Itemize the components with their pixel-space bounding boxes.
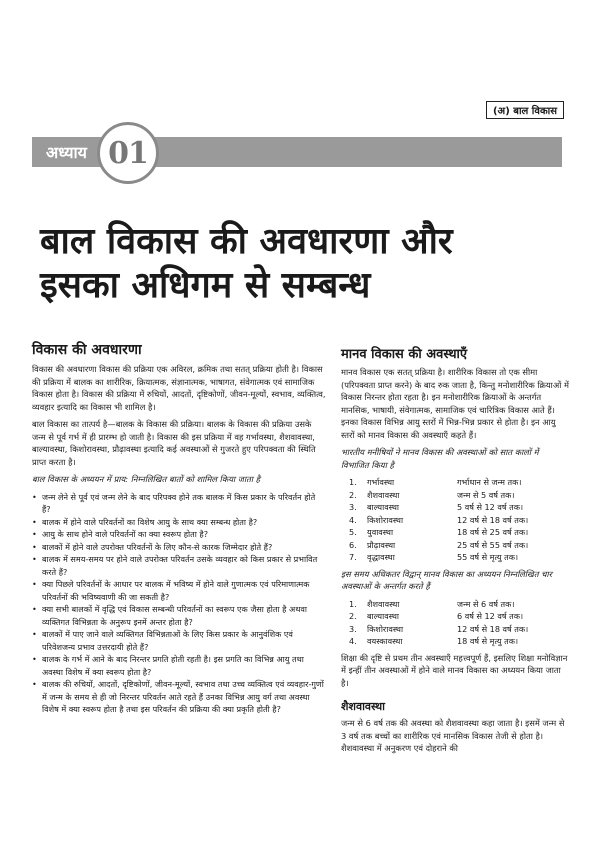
list-item: • बालक में समय-समय पर होने वाले उपरोक्त परिवर्तन उसके व्यवहार को किस प्रकार से प्रभावित करते हैं?: [32, 553, 326, 578]
paragraph: जन्म से 6 वर्ष तक की अवस्था को शैशवावस्था कहा जाता है। इसमें जन्म से 3 वर्ष तक बच्चों का शारीरिक एवं मानसिक विकास तेजी से होता है। शैशवावस्था में अनुकरण एवं दोहराने की: [341, 718, 565, 753]
stage-name: बाल्यावस्था: [367, 611, 399, 621]
chapter-title: [40, 220, 570, 308]
table-row: [349, 610, 532, 623]
section-heading-stages: मानव विकास की अवस्थाएँ: [341, 347, 468, 362]
stage-number: 5.: [349, 527, 357, 537]
stage-number: 2.: [349, 611, 357, 621]
stage-name: गर्भावस्था: [367, 477, 395, 487]
stage-age: 25 वर्ष से 55 वर्ष तक।: [457, 539, 529, 550]
chapter-word: अध्याय: [46, 143, 87, 162]
section-tag: (अ) बाल विकास: [486, 101, 564, 119]
stage-name: बाल्यावस्था: [367, 502, 399, 512]
paragraph: शिक्षा की दृष्टि से प्रथम तीन अवस्थाएँ महत्त्वपूर्ण हैं, इसलिए शिक्षा मनोविज्ञान में इन्हीं तीन अवस्थाओं में होने वाले मानव विकास का अध्ययन किया जाता है।: [341, 652, 568, 688]
stage-name: वृद्धावस्था: [367, 552, 395, 562]
stage-age: 18 वर्ष से मृत्यु तक।: [457, 636, 519, 646]
chapter-title-line-2: इसका अधिगम से सम्बन्ध: [40, 265, 371, 306]
bullet-list: [32, 491, 326, 716]
stage-age: गर्भाधान से जन्म तक।: [457, 477, 522, 487]
stage-number: 4.: [349, 636, 357, 646]
stage-number: 3.: [349, 502, 357, 512]
paragraph: बाल विकास का तात्पर्य है—बालक के विकास की प्रक्रिया। बालक के विकास की प्रक्रिया उसके जन्म से पूर्व गर्भ में ही प्रारम्भ हो जाती है। विकास की इस प्रक्रिया में वह गर्भावस्था, शैशवावस्था, बाल्यावस्था, किशोरावस्था, प्रौढ़ावस्था इत्यादि कई अवस्थाओं से गुजरते हुए परिपक्वता की स्थिति प्राप्त करता है।: [32, 419, 316, 467]
stage-number: 4.: [349, 514, 357, 525]
stage-age: 55 वर्ष से मृत्यु तक।: [457, 552, 519, 562]
table-row: [349, 539, 532, 552]
stages-table-seven: [349, 476, 532, 564]
stage-age: जन्म से 6 वर्ष तक।: [457, 598, 515, 609]
stage-number: 1.: [349, 477, 357, 487]
stage-name: किशोरावस्था: [367, 623, 404, 634]
stage-name: शैशवावस्था: [367, 598, 400, 609]
stage-name: किशोरावस्था: [367, 514, 404, 525]
chapter-title-line-1: बाल विकास की अवधारणा और: [40, 221, 453, 262]
stage-name: वयस्कावस्था: [367, 636, 403, 646]
stage-age: 6 वर्ष से 12 वर्ष तक।: [457, 611, 524, 621]
list-item: • क्या पिछले परिवर्तनों के आधार पर बालक में भविष्य में होने वाले गुणात्मक एवं परिमाणात्मक परिवर्तनों की भविष्यवाणी की जा सकती है?: [32, 578, 326, 603]
list-lead: बाल विकास के अध्ययन में प्राय: निम्नलिखित बातों को शामिल किया जाता है: [32, 474, 261, 484]
stage-name: शैशवावस्था: [367, 489, 400, 500]
list-item: • बालक के गर्भ में आने के बाद निरन्तर प्रगति होती रहती है। इस प्रगति का विभिन्न आयु तथा अवस्था विशेष में क्या स्वरूप होता है?: [32, 653, 326, 678]
table-row: [349, 476, 532, 489]
stage-name: युवावस्था: [367, 527, 394, 537]
left-column: [32, 340, 326, 716]
table-row: [349, 551, 532, 564]
stage-age: 18 वर्ष से 25 वर्ष तक।: [457, 527, 529, 537]
list-lead: इस समय अधिकतर विद्वान् मानव विकास का अध्ययन निम्नलिखित चार अवस्थाओं के अन्तर्गत करते हैं: [341, 568, 553, 591]
list-item: • बालकों में होने वाले उपरोक्त परिवर्तनों के लिए कौन-से कारक जिम्मेदार होते हैं?: [32, 541, 326, 554]
table-row: [349, 635, 532, 648]
stage-age: जन्म से 5 वर्ष तक।: [457, 489, 515, 500]
subheading-infancy: शैशवावस्था: [341, 700, 385, 713]
stage-number: 7.: [349, 552, 357, 562]
stage-number: 3.: [349, 623, 357, 634]
list-item: • जन्म लेने से पूर्व एवं जन्म लेने के बाद परिपक्व होने तक बालक में किस प्रकार के परिवर्तन होते हैं?: [32, 491, 326, 516]
stage-age: 12 वर्ष से 18 वर्ष तक।: [457, 623, 529, 634]
list-item: • आयु के साथ होने वाले परिवर्तनों का क्या स्वरूप होता है?: [32, 528, 326, 541]
stage-number: 6.: [349, 539, 357, 550]
stages-table-four: [349, 598, 532, 648]
list-item: • बालक में होने वाले परिवर्तनों का विशेष आयु के साथ क्या सम्बन्ध होता है?: [32, 516, 326, 529]
table-row: [349, 514, 532, 527]
table-row: [349, 526, 532, 539]
stage-number: 1.: [349, 598, 357, 609]
section-heading-concept: विकास की अवधारणा: [32, 342, 142, 358]
table-row: [349, 623, 532, 636]
stage-number: 2.: [349, 489, 357, 500]
paragraph: मानव विकास एक सतत् प्रक्रिया है। शारीरिक विकास तो एक सीमा (परिपक्वता प्राप्त करने) के बाद रुक जाता है, किन्तु मनोशारीरिक क्रियाओं में विकास निरन्तर होता रहता है। इन मनोशारीरिक क्रियाओं के अन्तर्गत मानसिक, भाषायी, संवेगात्मक, सामाजिक एवं चारित्रिक विकास आते हैं। इनका विकास विभिन्न आयु स्तरों में भिन्न-भिन्न प्रकार से होता है। इन आयु स्तरों को मानव विकास की अवस्थाएँ कहते हैं।: [341, 367, 569, 440]
stage-name: प्रौढ़ावस्था: [367, 539, 396, 550]
table-row: [349, 501, 532, 514]
stage-age: 12 वर्ष से 18 वर्ष तक।: [457, 514, 529, 525]
list-lead: भारतीय मनीषियों ने मानव विकास की अवस्थाओं को सात कालों में विभाजित किया है: [341, 447, 539, 470]
chapter-number: 01: [108, 135, 148, 171]
chapter-number-badge: [97, 122, 159, 184]
list-item: • क्या सभी बालकों में वृद्धि एवं विकास सम्बन्धी परिवर्तनों का स्वरूप एक जैसा होता है अथवा व्यक्तिगत विभिन्नता के अनुरूप इनमें अन्तर होता है?: [32, 603, 326, 628]
stage-age: 5 वर्ष से 12 वर्ष तक।: [457, 502, 524, 512]
list-item: • बालकों में पाए जाने वाले व्यक्तिगत विभिन्नताओं के लिए किस प्रकार के आनुवंशिक एवं परिवेशजन्य प्रभाव उत्तरदायी होते हैं?: [32, 628, 326, 653]
table-row: [349, 489, 532, 502]
table-row: [349, 598, 532, 611]
list-item: • बालक की रुचियों, आदतों, दृष्टिकोणों, जीवन-मूल्यों, स्वभाव तथा उच्च व्यक्तित्व एवं व्यवहार-गुणों में जन्म के समय से ही जो निरन्तर परिवर्तन आते रहते हैं उनका विभिन्न आयु वर्ग तथा अवस्था विशेष में क्या स्वरूप होता है तथा इस परिवर्तन की प्रक्रिया की क्या प्रकृति होती है?: [32, 678, 326, 716]
right-column: [341, 340, 569, 760]
paragraph: विकास की अवधारणा विकास की प्रक्रिया एक अविरल, क्रमिक तथा सतत् प्रक्रिया होती है। विकास की प्रक्रिया में बालक का शारीरिक, क्रियात्मक, संज्ञानात्मक, भाषागत, संवेगात्मक एवं सामाजिक विकास होता है। विकास की प्रक्रिया में रुचियों, आदतों, दृष्टिकोणों, जीवन-मूल्यों, स्वभाव, व्यक्तित्व, व्यवहार इत्यादि का विकास भी शामिल है।: [32, 364, 326, 412]
